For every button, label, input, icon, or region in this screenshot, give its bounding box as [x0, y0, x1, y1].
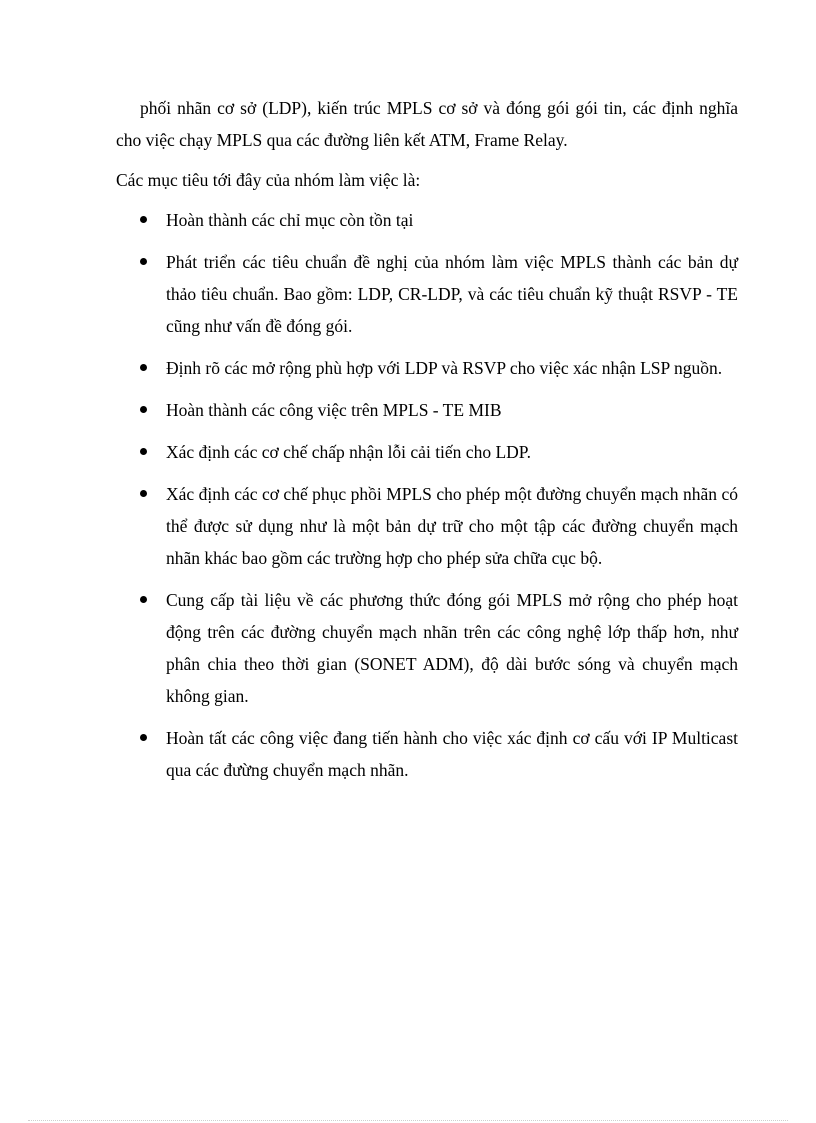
bullet-text: Định rõ các mở rộng phù hợp với LDP và RSVP cho việc xác nhận LSP nguồn.	[166, 358, 723, 378]
bullet-text: Phát triển các tiêu chuẩn đề nghị của nhóm làm việc MPLS thành các bản dự thảo tiêu chuẩn. Bao gồm: LDP, CR-LDP, và các tiêu chuẩn kỹ thuật RSVP - TE cũng như vấn đề đóng gói.	[166, 252, 738, 336]
bullet-item	[116, 436, 738, 468]
bullet-text: Xác định các cơ chế chấp nhận lỗi cải tiến cho LDP.	[166, 442, 531, 462]
page-content	[116, 92, 738, 796]
bullet-item	[116, 584, 738, 712]
bullet-item	[116, 394, 738, 426]
bullet-text: Hoàn thành các công việc trên MPLS - TE MIB	[166, 400, 502, 420]
bullet-item	[116, 722, 738, 786]
bullet-item	[116, 478, 738, 574]
bullet-text: Cung cấp tài liệu về các phương thức đóng gói MPLS mở rộng cho phép hoạt động trên các đường chuyển mạch nhãn trên các công nghệ lớp thấp hơn, như phân chia theo thời gian (SONET ADM), độ dài bước sóng và chuyển mạch không gian.	[166, 590, 738, 706]
bullet-dot-icon	[140, 406, 147, 413]
bullet-text: Xác định các cơ chế phục phồi MPLS cho phép một đường chuyển mạch nhãn có thể được sử dụng như là một bản dự trữ cho một tập các đường chuyển mạch nhãn khác bao gồm các trường hợp cho phép sửa chữa cục bộ.	[166, 484, 738, 568]
bullet-text: Hoàn tất các công việc đang tiến hành cho việc xác định cơ cấu với IP Multicast qua các đưừng chuyển mạch nhãn.	[166, 728, 738, 780]
bullet-item	[116, 204, 738, 236]
continuation-paragraph: phối nhãn cơ sở (LDP), kiến trúc MPLS cơ sở và đóng gói gói tin, các định nghĩa cho việc chạy MPLS qua các đường liên kết ATM, Frame Relay.	[116, 98, 738, 150]
intro-paragraph: Các mục tiêu tới đây của nhóm làm việc là:	[116, 170, 421, 190]
bullet-dot-icon	[140, 364, 147, 371]
bullet-dot-icon	[140, 596, 147, 603]
bullet-text: Hoàn thành các chỉ mục còn tồn tại	[166, 210, 414, 230]
bullet-dot-icon	[140, 216, 147, 223]
bullet-item	[116, 352, 738, 384]
bullet-dot-icon	[140, 258, 147, 265]
bullet-item	[116, 246, 738, 342]
bullet-dot-icon	[140, 448, 147, 455]
bullet-dot-icon	[140, 490, 147, 497]
goals-bullet-list	[116, 204, 738, 786]
page-bottom-rule	[28, 1120, 788, 1121]
bullet-dot-icon	[140, 734, 147, 741]
